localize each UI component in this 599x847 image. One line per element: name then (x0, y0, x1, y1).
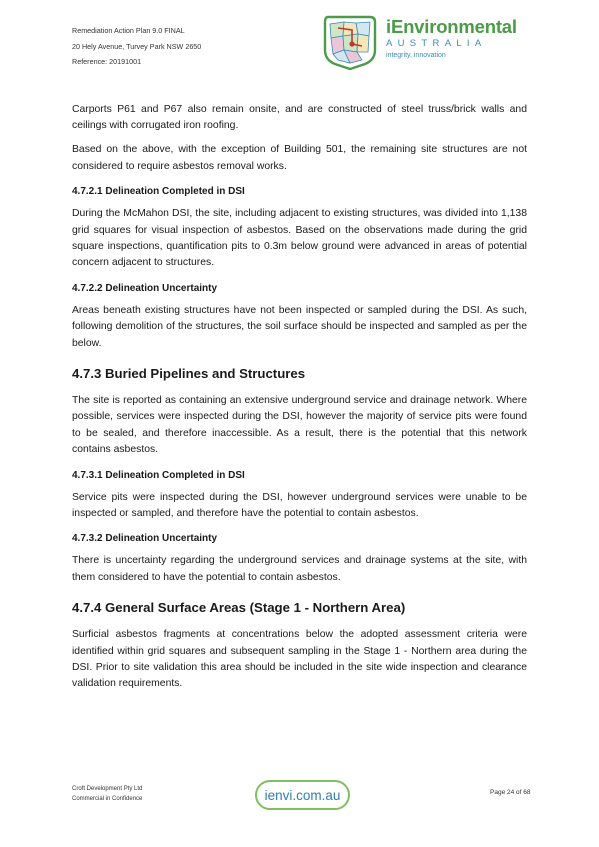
paragraph: Based on the above, with the exception of Building 501, the remaining site structures are not considered to require asbestos removal works. (72, 144, 527, 172)
website-url: ienvi.com.au (264, 787, 341, 803)
section-heading: 4.7.2.1 Delineation Completed in DSI (72, 186, 245, 198)
footer-company-info (72, 784, 142, 804)
website-link[interactable] (255, 780, 350, 810)
section-heading: 4.7.3.1 Delineation Completed in DSI (72, 469, 245, 481)
section-heading: 4.7.2.2 Delineation Uncertainty (72, 282, 218, 294)
header-info (72, 23, 201, 70)
logo-tagline: integrity, innovation (386, 52, 446, 59)
paragraph: Carports P61 and P67 also remain onsite, and are constructed of steel truss/brick walls and ceilings with corrugated iron roofing. (72, 104, 527, 132)
main-content (72, 102, 527, 700)
section-heading: 4.7.4 General Surface Areas (Stage 1 - Northern Area) (72, 600, 406, 616)
logo-country: AUSTRALIA (386, 38, 487, 49)
page-header (0, 0, 599, 80)
paragraph: There is uncertainty regarding the underground services and drainage systems at the site, with them considered to have the potential to contain asbestos. (72, 555, 527, 583)
paragraph: The site is reported as containing an extensive underground service and drainage network. Where possible, services were inspected during the DSI, however the majority of service pits were found to be sealed, and therefore inaccessible. As a result, there is the potential that this network contains asbestos. (72, 394, 527, 456)
company-logo (322, 14, 522, 70)
paragraph: Surficial asbestos fragments at concentrations below the adopted assessment criteria were identified within grid squares and subsequent sampling in the Stage 1 - Northern area during the DSI. Prior to site validation this area should be included in the site wide inspection and clearance validation requirements. (72, 629, 527, 690)
paragraph: Areas beneath existing structures have not been inspected or sampled during the DSI. As such, following demolition of the structures, the soil surface should be inspected and sampled as per the below. (72, 304, 527, 349)
page-number: Page 24 of 68 (490, 789, 531, 796)
document-title: Remediation Action Plan 9.0 FINAL (72, 26, 185, 35)
logo-name: iEnvironmental (386, 16, 517, 37)
footer-company: Croft Development Pty Ltd (72, 786, 143, 792)
map-icon (322, 14, 378, 70)
section-heading: 4.7.3 Buried Pipelines and Structures (72, 365, 306, 381)
section-heading: 4.7.3.2 Delineation Uncertainty (72, 533, 218, 545)
footer-confidential: Commercial in Confidence (72, 796, 143, 802)
paragraph: Service pits were inspected during the DSI, however underground services were unable to be inspected or sampled, and therefore have the potential to contain asbestos. (72, 491, 527, 519)
page-footer (0, 770, 599, 830)
reference-number: Reference: 20191001 (72, 57, 142, 66)
site-address: 20 Hely Avenue, Turvey Park NSW 2650 (72, 41, 202, 51)
logo-wordmark (386, 17, 517, 60)
paragraph: During the McMahon DSI, the site, including adjacent to existing structures, was divided into 1,138 grid squares for visual inspection of asbestos. Based on the observations made during the grid square inspections, quantification pits to 0.3m below ground were advanced in areas of potential concern adjacent to structures. (72, 208, 527, 269)
